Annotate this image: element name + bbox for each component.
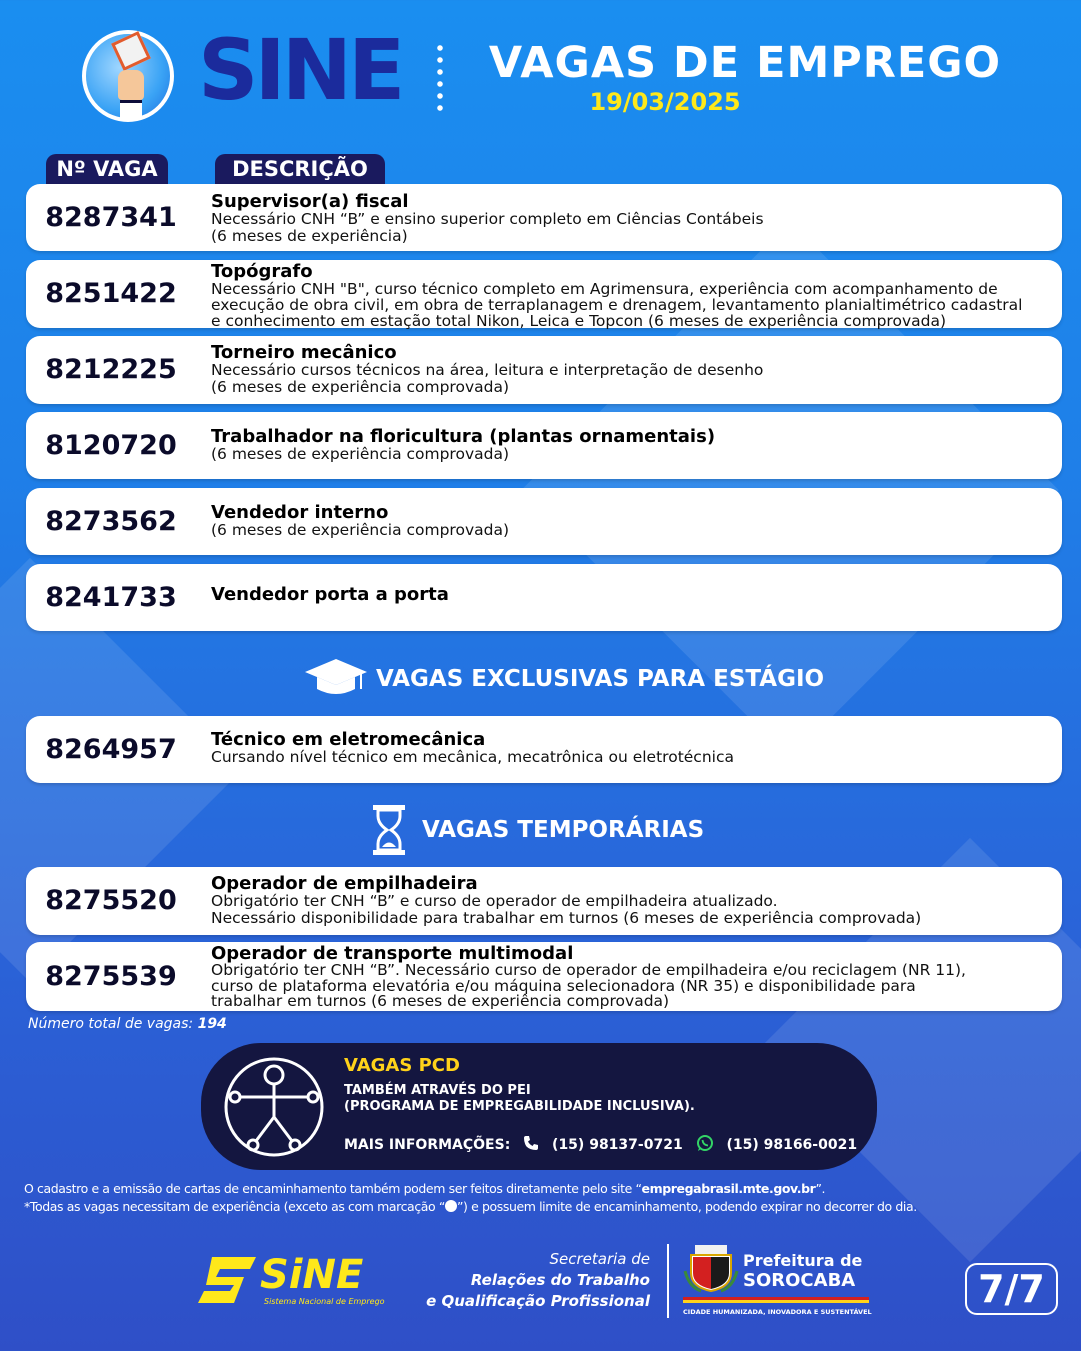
section-title-estagio: VAGAS EXCLUSIVAS PARA ESTÁGIO [376, 666, 825, 692]
sine-logo-icon [82, 30, 174, 122]
phone-number[interactable]: (15) 98137-0721 [552, 1137, 683, 1153]
job-detail: e conhecimento em estação total Nikon, Leica e Topcon (6 meses de experiência comprovada) [211, 312, 946, 330]
phone-icon [523, 1135, 539, 1153]
job-number: 8251422 [45, 278, 177, 309]
footnote-experience [24, 1198, 917, 1216]
job-row [26, 716, 1062, 783]
pcd-title: VAGAS PCD [344, 1055, 460, 1076]
job-detail: (6 meses de experiência comprovada) [211, 445, 510, 463]
job-title: Topógrafo [211, 261, 313, 282]
footnote-text: ”) e possuem limite de encaminhamento, podendo expirar no decorrer do dia. [456, 1199, 917, 1214]
job-detail: Obrigatório ter CNH “B” e curso de operador de empilhadeira atualizado. [211, 892, 778, 910]
job-row [26, 942, 1062, 1011]
job-detail: execução de obra civil, em obra de terraplanagem e drenagem, levantamento planialtimétrico cadastral [211, 296, 1023, 314]
hourglass-icon [371, 804, 407, 856]
job-detail: trabalhar em turnos (6 meses de experiência comprovada) [211, 992, 670, 1010]
job-number: 8275539 [45, 961, 177, 992]
job-title: Operador de empilhadeira [211, 873, 478, 894]
total-value: 194 [197, 1016, 227, 1032]
section-title-temporarias: VAGAS TEMPORÁRIAS [422, 817, 705, 843]
page-title: VAGAS DE EMPREGO [488, 38, 1002, 88]
total-vagas [28, 1016, 227, 1032]
color-stripe [683, 1300, 869, 1303]
job-row [26, 564, 1062, 631]
job-row [26, 867, 1062, 935]
footnote-text: *Todas as vagas necessitam de experiência (exceto as com marcação “ [24, 1199, 445, 1214]
page-indicator: 7/7 [965, 1263, 1058, 1315]
job-detail: Obrigatório ter CNH “B”. Necessário curso de operador de empilhadeira e/ou reciclagem (NR 11), [211, 961, 966, 979]
whatsapp-number[interactable]: (15) 98166-0021 [726, 1137, 858, 1153]
job-number: 8212225 [45, 354, 177, 385]
footnote-site [24, 1180, 825, 1198]
secretaria-text [405, 1249, 650, 1312]
divider-dots [437, 42, 443, 116]
accessibility-icon [219, 1053, 329, 1161]
pcd-contact [344, 1134, 865, 1153]
job-detail: (6 meses de experiência comprovada) [211, 521, 510, 539]
job-number: 8241733 [45, 582, 177, 613]
job-row [26, 260, 1062, 328]
pcd-line-2: (PROGRAMA DE EMPREGABILIDADE INCLUSIVA). [344, 1099, 695, 1114]
job-title: Supervisor(a) fiscal [211, 191, 409, 212]
job-detail: (6 meses de experiência comprovada) [211, 377, 510, 396]
prefeitura-line-1: Prefeitura de [743, 1251, 863, 1270]
column-header-descricao: DESCRIÇÃO [215, 154, 385, 184]
secretaria-line-2: Relações do Trabalho [470, 1271, 650, 1289]
job-detail: (6 meses de experiência) [211, 226, 408, 245]
job-detail: Necessário disponibilidade para trabalhar em turnos (6 meses de experiência comprovada) [211, 908, 922, 927]
prefeitura-logo [683, 1243, 873, 1321]
mark-circle-icon [445, 1200, 457, 1212]
footer-divider [667, 1244, 669, 1318]
job-row [26, 488, 1062, 555]
total-label: Número total de vagas: [28, 1016, 194, 1032]
brand-title: SINE [198, 21, 402, 119]
job-number: 8273562 [45, 506, 177, 537]
prefeitura-slogan: CIDADE HUMANIZADA, INOVADORA E SUSTENTÁVEL [683, 1308, 872, 1316]
pcd-text [344, 1083, 695, 1115]
column-header-vaga: Nº VAGA [46, 154, 168, 184]
info-label: MAIS INFORMAÇÕES: [344, 1137, 511, 1153]
job-title: Vendedor porta a porta [211, 584, 449, 605]
sine-s-icon [198, 1253, 258, 1307]
job-detail: curso de plataforma elevatória e/ou máquina selecionadora (NR 35) e disponibilidade para [211, 976, 916, 995]
job-title: Técnico em eletromecânica [211, 729, 486, 750]
job-title: Vendedor interno [211, 502, 389, 523]
job-title: Torneiro mecânico [211, 342, 397, 363]
job-number: 8264957 [45, 734, 177, 765]
job-row [26, 184, 1062, 251]
job-title: Trabalhador na floricultura (plantas ornamentais) [211, 426, 716, 447]
job-number: 8287341 [45, 202, 177, 233]
sine-footer-subtitle: Sistema Nacional de Emprego [264, 1297, 385, 1306]
job-detail: Necessário CNH "B", curso técnico completo em Agrimensura, experiência com acompanhamento de [211, 280, 998, 298]
job-row [26, 336, 1062, 404]
secretaria-line-3: e Qualificação Profissional [426, 1292, 650, 1310]
page-date: 19/03/2025 [589, 88, 741, 116]
pcd-banner [201, 1043, 877, 1170]
coat-of-arms-icon [683, 1243, 739, 1293]
job-detail: Cursando nível técnico em mecânica, mecatrônica ou eletrotécnica [211, 748, 734, 766]
pcd-line-1: TAMBÉM ATRAVÉS DO PEI [344, 1083, 531, 1098]
footnote-text: ”. [815, 1181, 826, 1196]
job-row [26, 412, 1062, 479]
sine-footer-text: SiNE [260, 1252, 364, 1298]
job-detail: Necessário CNH “B” e ensino superior completo em Ciências Contábeis [211, 210, 764, 228]
site-link[interactable]: empregabrasil.mte.gov.br [641, 1181, 816, 1196]
prefeitura-line-2: SOROCABA [743, 1270, 856, 1291]
job-title: Operador de transporte multimodal [211, 943, 574, 964]
whatsapp-icon [696, 1134, 714, 1153]
secretaria-line-1: Secretaria de [549, 1250, 650, 1268]
job-detail: Necessário cursos técnicos na área, leitura e interpretação de desenho [211, 361, 764, 379]
graduation-cap-icon [303, 657, 369, 697]
job-number: 8120720 [45, 430, 177, 461]
job-number: 8275520 [45, 885, 177, 916]
footnote-text: O cadastro e a emissão de cartas de encaminhamento também podem ser feitos diretamente pelo site “ [24, 1181, 642, 1196]
